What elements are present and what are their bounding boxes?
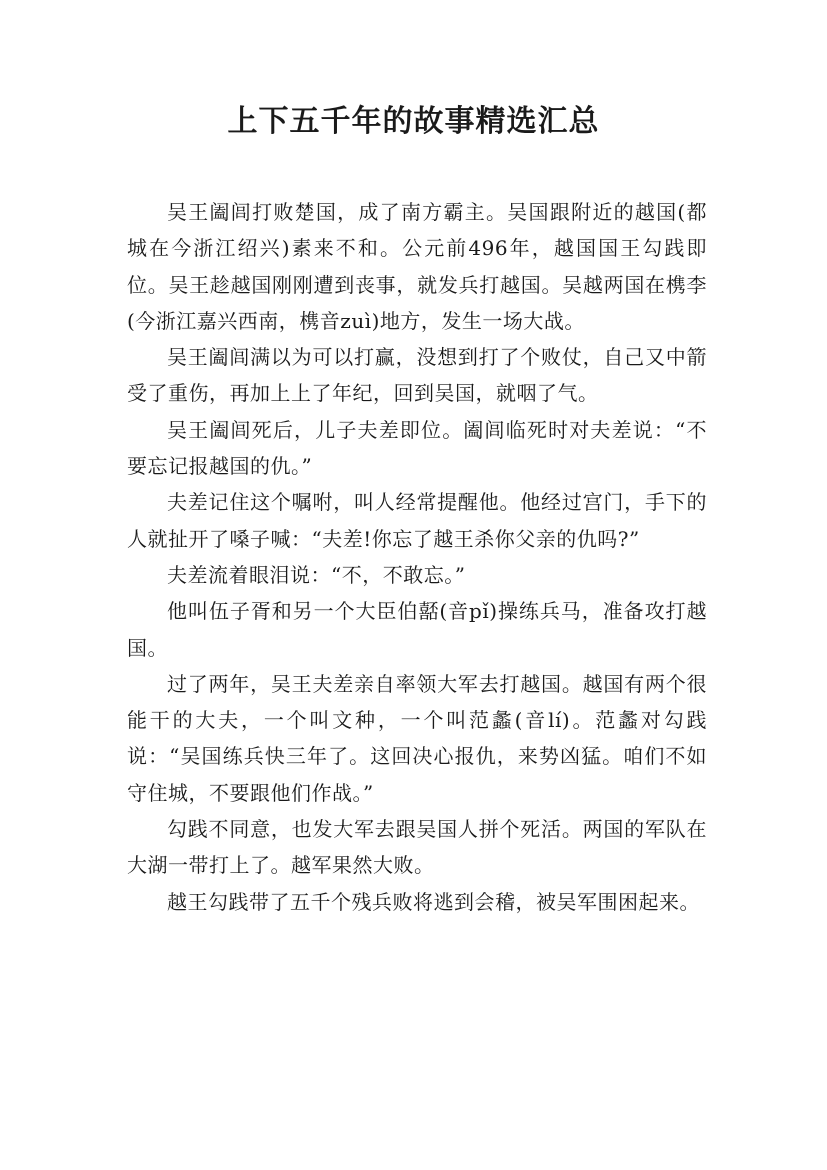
- paragraph: 勾践不同意，也发大军去跟吴国人拼个死活。两国的军队在大湖一带打上了。越军果然大败。: [127, 817, 707, 878]
- paragraph: 夫差流着眼泪说：“不，不敢忘。”: [167, 562, 466, 587]
- paragraph: 吴王阖闾满以为可以打赢，没想到打了个败仗，自己又中箭受了重伤，再加上上了年纪，回到吴国，就咽了气。: [127, 345, 707, 406]
- paragraph: 过了两年，吴王夫差亲自率领大军去打越国。越国有两个很能干的大夫，一个叫文种，一个叫范蠡(音lí)。范蠡对勾践说：“吴国练兵快三年了。这回决心报仇，来势凶猛。咱们不如守住城，不要跟他们作战。”: [127, 671, 707, 805]
- paragraph: 越王勾践带了五千个残兵败将逃到会稽，被吴军围困起来。: [167, 889, 700, 914]
- paragraph: 吴王阖闾死后，儿子夫差即位。阖闾临死时对夫差说：“不要忘记报越国的仇。”: [127, 417, 707, 479]
- paragraph: 夫差记住这个嘱咐，叫人经常提醒他。他经过宫门，手下的人就扯开了嗓子喊：“夫差!你忘了越王杀你父亲的仇吗?”: [127, 490, 707, 551]
- paragraph: 他叫伍子胥和另一个大臣伯嚭(音pǐ)操练兵马，准备攻打越国。: [127, 599, 707, 660]
- paragraph: 吴王阖闾打败楚国，成了南方霸主。吴国跟附近的越国(都城在今浙江绍兴)素来不和。公元前496年，越国国王勾践即位。吴王趁越国刚刚遭到丧事，就发兵打越国。吴越两国在槜李(今浙江嘉兴西南，槜音zuì)地方，发生一场大战。: [127, 200, 707, 333]
- page-title: 上下五千年的故事精选汇总: [227, 104, 600, 139]
- document-body: [127, 194, 707, 920]
